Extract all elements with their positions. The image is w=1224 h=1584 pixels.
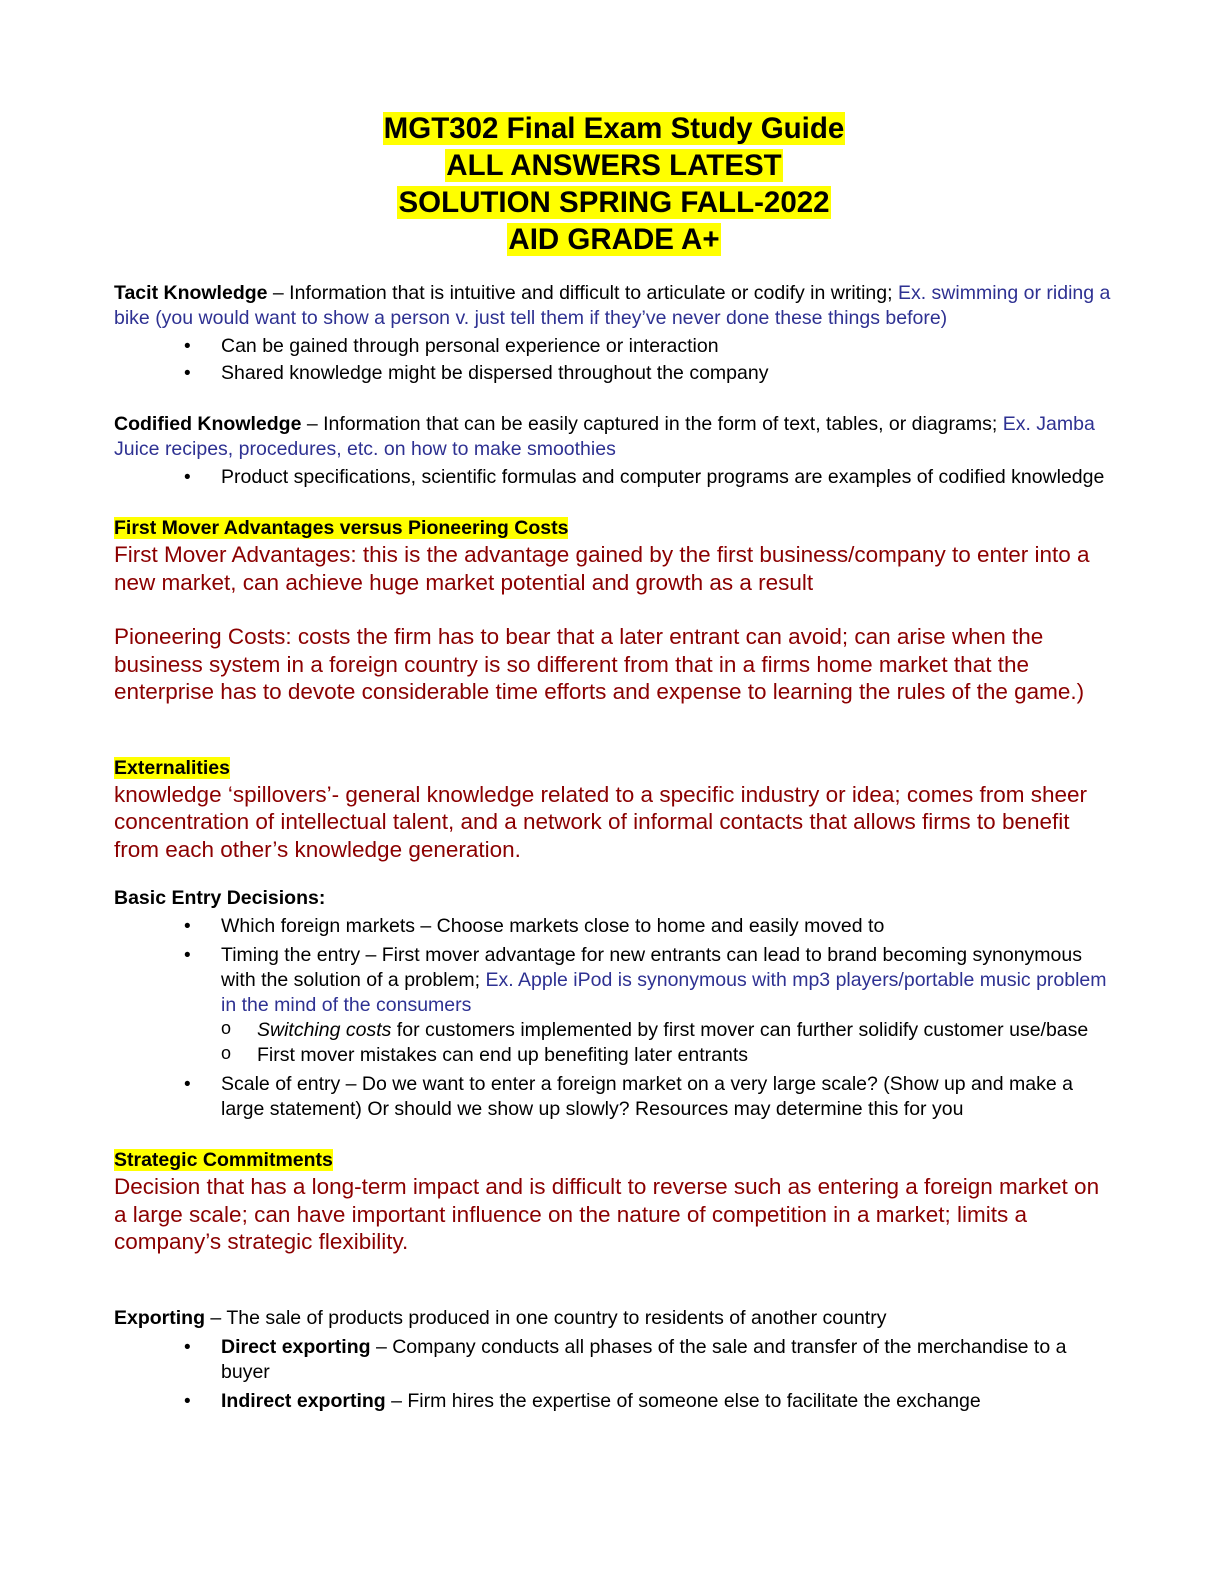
entry-heading-row — [114, 886, 1114, 911]
entry-bullet-timing: Timing the entry – First mover advantage for new entrants can lead to brand becoming synonymous with the solution of a problem; — [221, 944, 1082, 991]
codified-term: Codified Knowledge — [114, 413, 302, 435]
externalities-text: knowledge ‘spillovers’- general knowledge related to a specific industry or idea; comes from sheer concentration of intellectual talent, and a network of informal contacts that allows firms to benefit from each other’s knowledge generation. — [114, 781, 1087, 862]
codified-example: Ex. Jamba Juice recipes, procedures, etc. on how to make smoothies — [114, 413, 1095, 460]
direct-exporting-definition: – Company conducts all phases of the sale and transfer of the merchandise to a buyer — [221, 1335, 1067, 1383]
externalities-heading: Externalities — [114, 756, 230, 779]
strategic-heading-row — [114, 1148, 1114, 1173]
entry-heading: Basic Entry Decisions: — [114, 887, 326, 909]
exporting-paragraph — [114, 1306, 1114, 1331]
list-item — [114, 1335, 1114, 1385]
list-item: • Can be gained through personal experience or interaction — [114, 334, 1114, 359]
exporting-bullets — [114, 1335, 1114, 1414]
first-mover-heading-row — [114, 516, 1114, 541]
strategic-heading: Strategic Commitments — [114, 1149, 333, 1171]
exporting-term: Exporting — [114, 1306, 205, 1329]
indirect-exporting-definition: – Firm hires the expertise of someone else to facilitate the exchange — [385, 1389, 981, 1412]
title-line-1: MGT302 Final Exam Study Guide — [383, 112, 845, 145]
first-mover-heading: First Mover Advantages versus Pioneering Costs — [114, 517, 569, 539]
entry-bullet-scale: Scale of entry – Do we want to enter a foreign market on a very large scale? (Show up and make a large statement) Or should we show up slowly? Resources may determine this for you — [221, 1073, 1073, 1120]
list-item — [221, 1018, 1114, 1043]
title-line-2: ALL ANSWERS LATEST — [446, 149, 782, 182]
list-item — [114, 1072, 1114, 1122]
list-item: o First mover mistakes can end up benefiting later entrants — [221, 1043, 1114, 1068]
pioneering-costs: Pioneering Costs: costs the firm has to bear that a later entrant can avoid; can arise when the business system in a foreign country is so different from that in a firms home market that the enterprise has to devote considerable time efforts and expense to learning the rules of the game.) — [114, 624, 1085, 704]
tacit-term: Tacit Knowledge — [114, 282, 268, 304]
tacit-bullets — [114, 334, 1114, 386]
switching-costs-text: for customers implemented by first mover can further solidify customer use/base — [391, 1019, 1089, 1041]
title-line-3: SOLUTION SPRING FALL-2022 — [398, 186, 830, 219]
document-title — [114, 110, 1114, 258]
timing-sub-bullets — [221, 1018, 1114, 1068]
list-item — [114, 1389, 1114, 1414]
document-page — [114, 110, 1114, 1414]
entry-bullets — [114, 914, 1114, 1122]
entry-timing-example: Ex. Apple iPod is synonymous with mp3 players/portable music problem in the mind of the consumers — [221, 969, 1107, 1016]
list-item — [114, 914, 1114, 939]
title-line-4: AID GRADE A+ — [508, 223, 720, 256]
list-item: • Shared knowledge might be dispersed throughout the company — [114, 361, 1114, 386]
tacit-paragraph — [114, 281, 1114, 331]
codified-bullets — [114, 465, 1114, 490]
list-item: • Product specifications, scientific formulas and computer programs are examples of codified knowledge — [114, 465, 1114, 490]
strategic-text: Decision that has a long-term impact and is difficult to reverse such as entering a foreign market on a large scale; can have important influence on the nature of competition in a market; limits a company’s strategic flexibility. — [114, 1174, 1100, 1254]
codified-paragraph — [114, 412, 1114, 462]
first-mover-advantages: First Mover Advantages: this is the advantage gained by the first business/company to enter into a new market, can achieve huge market potential and growth as a result — [114, 542, 1090, 595]
tacit-example: Ex. swimming or riding a bike (you would want to show a person v. just tell them if they’ve never done these things before) — [114, 282, 1111, 329]
entry-bullet-markets: Which foreign markets – Choose markets close to home and easily moved to — [221, 915, 885, 937]
tacit-definition: – Information that is intuitive and difficult to articulate or codify in writing; — [267, 282, 898, 304]
exporting-definition: – The sale of products produced in one country to residents of another country — [205, 1306, 887, 1329]
switching-costs-term: Switching costs — [257, 1019, 392, 1041]
codified-definition: – Information that can be easily captured in the form of text, tables, or diagrams; — [301, 413, 1003, 435]
indirect-exporting-term: Indirect exporting — [221, 1389, 386, 1412]
externalities-heading-row — [114, 756, 1114, 781]
direct-exporting-term: Direct exporting — [221, 1335, 371, 1358]
list-item — [114, 943, 1114, 1068]
